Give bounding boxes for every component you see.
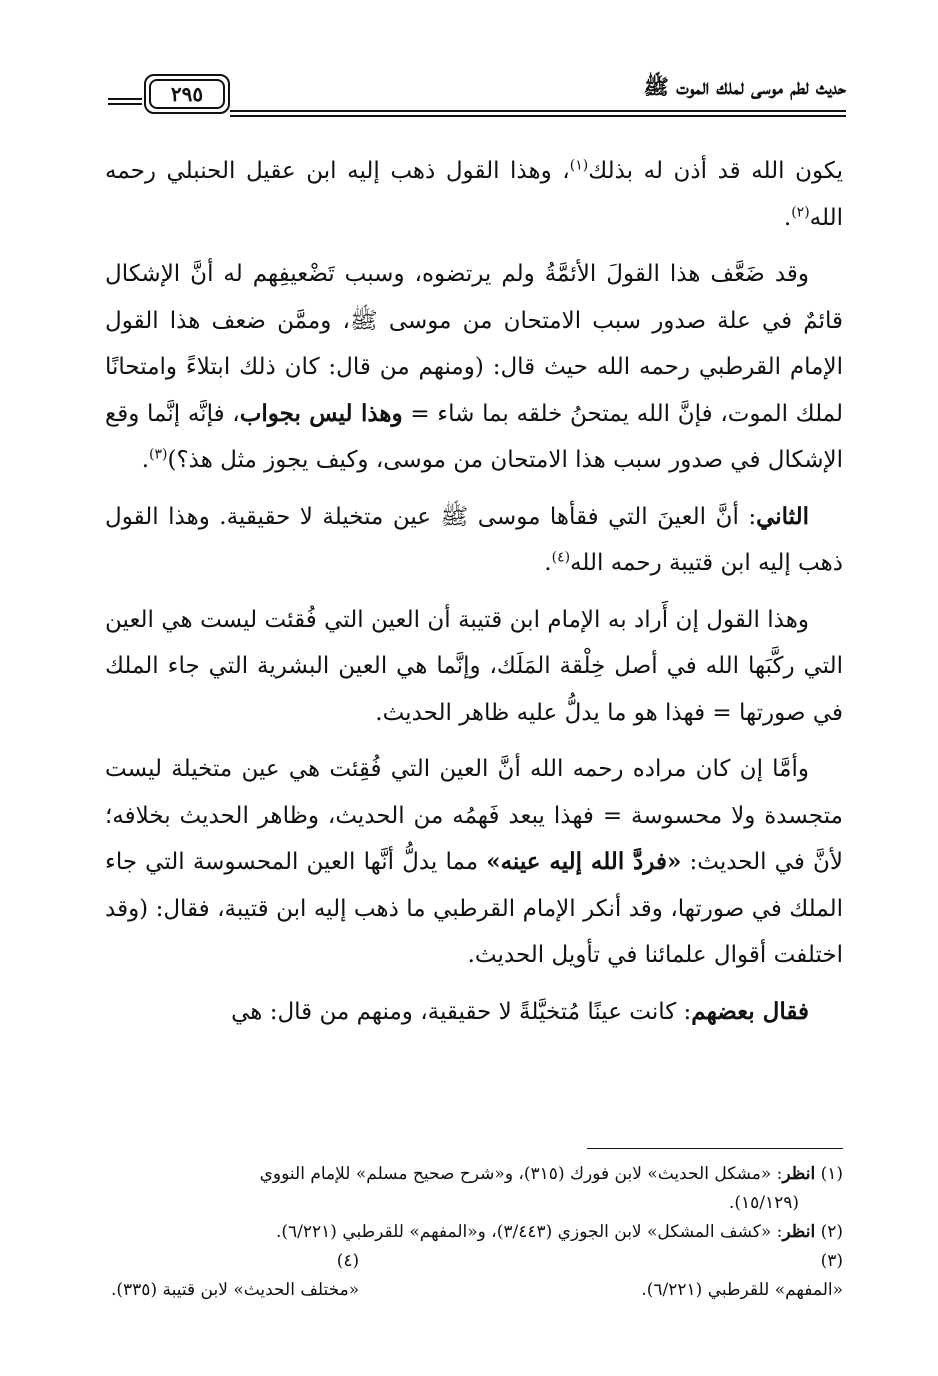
footnote-row-3-4 <box>105 1247 843 1305</box>
header-rule-right-bottom <box>230 115 846 117</box>
main-text <box>105 148 843 1035</box>
quote-label: فقال بعضهم <box>691 997 809 1025</box>
paragraph-1: يكون الله قد أذن له بذلك$^{(١)}$، وهذا القول ذهب إليه ابن عقيل الحنبلي رحمه الله$^{(٢)}$. <box>105 157 843 231</box>
footnote-ref-2: (٢) <box>791 203 810 220</box>
footnote-ref-1: (١) <box>569 157 589 174</box>
paragraph-4: وهذا القول إن أَراد به الإمام ابن قتيبة أن العين التي فُقئت ليست هي العين التي ركَّبَها الله في أصل خِلْقة المَلَك، وإنَّما هي العين البشرية التي جاء الملك في صورتها = فهذا هو ما يدلُّ عليه ظاهر الحديث. <box>105 606 843 726</box>
page-number: ٢٩٥ <box>170 82 204 106</box>
footnote-1: (١) انظر: «مشكل الحديث» لابن فورك (٣١٥)، و«شرح صحيح مسلم» للإمام النووي <box>259 1164 843 1184</box>
page-header <box>108 72 846 122</box>
page-number-box <box>144 74 230 114</box>
header-rule-right-top <box>230 110 846 112</box>
footnote-2: (٢) انظر: «كشف المشكل» لابن الجوزي (٣/٤٤٣)، و«المفهم» للقرطبي (٦/٢٢١). <box>275 1222 843 1242</box>
section-label: الثاني <box>756 502 809 530</box>
header-rule-left-top <box>108 98 142 100</box>
emphasis-text: وهذا ليس بجواب <box>239 399 403 427</box>
footnote-separator <box>587 1148 843 1149</box>
paragraph-2: وقد ضَعَّف هذا القولَ الأئمَّةُ ولم يرتضوه، وسبب تَضْعيفِهم له أنَّ الإشكال قائمٌ في علة صدور سبب الامتحان من موسى ﷺ، وممَّن ضعف هذا القول الإمام القرطبي رحمه الله حيث قال: (ومنهم من قال: كان ذلك ابتلاءً وامتحانًا لملك الموت، فإنَّ الله يمتحنُ خلقه بما شاء = وهذا ليس بجواب، فإنَّه إنَّما وقع الإشكال في صدور سبب هذا الامتحان من موسى، وكيف يجوز مثل هذ؟)$^{(٣)}$. <box>105 261 843 473</box>
footnote-3: (٣) «المفهم» للقرطبي (٦/٢٢١). <box>641 1251 843 1300</box>
paragraph-5: وأمَّا إن كان مراده رحمه الله أنَّ العين التي فُقِئت هي عين متخيلة ليست متجسدة ولا محسوسة = فهذا يبعد فَهمُه من الحديث، وظاهر الحديث بخلافه؛ لأنَّ في الحديث: «فردَّ الله إليه عينه» مما يدلُّ أنَّها العين المحسوسة التي جاء الملك في صورتها، وقد أنكر الإمام القرطبي ما ذهب إليه ابن قتيبة، فقال: (وقد اختلفت أقوال علمائنا في تأويل الحديث. <box>105 756 843 968</box>
footnotes <box>105 1160 843 1305</box>
paragraph-3: الثاني: أنَّ العينَ التي فقأها موسى ﷺ عين متخيلة لا حقيقية. وهذا القول ذهب إليه ابن قتيبة رحمه الله$^{(٤)}$. <box>105 502 843 576</box>
running-title: حديث لطم موسى لملك الموت ﷺ <box>643 74 846 99</box>
header-rule-left-bottom <box>108 103 142 105</box>
footnote-ref-3: (٣) <box>149 446 168 463</box>
footnote-ref-4: (٤) <box>551 549 571 566</box>
footnote-4: (٤) «مختلف الحديث» لابن قتيبة (٣٣٥). <box>111 1251 360 1300</box>
footnote-1-continuation: (١٥/١٢٩). <box>728 1193 799 1213</box>
paragraph-6: فقال بعضهم: كانت عينًا مُتخيَّلةً لا حقيقية، ومنهم من قال: هي <box>231 997 809 1025</box>
hadith-quote: «فردَّ الله إليه عينه» <box>486 848 682 875</box>
